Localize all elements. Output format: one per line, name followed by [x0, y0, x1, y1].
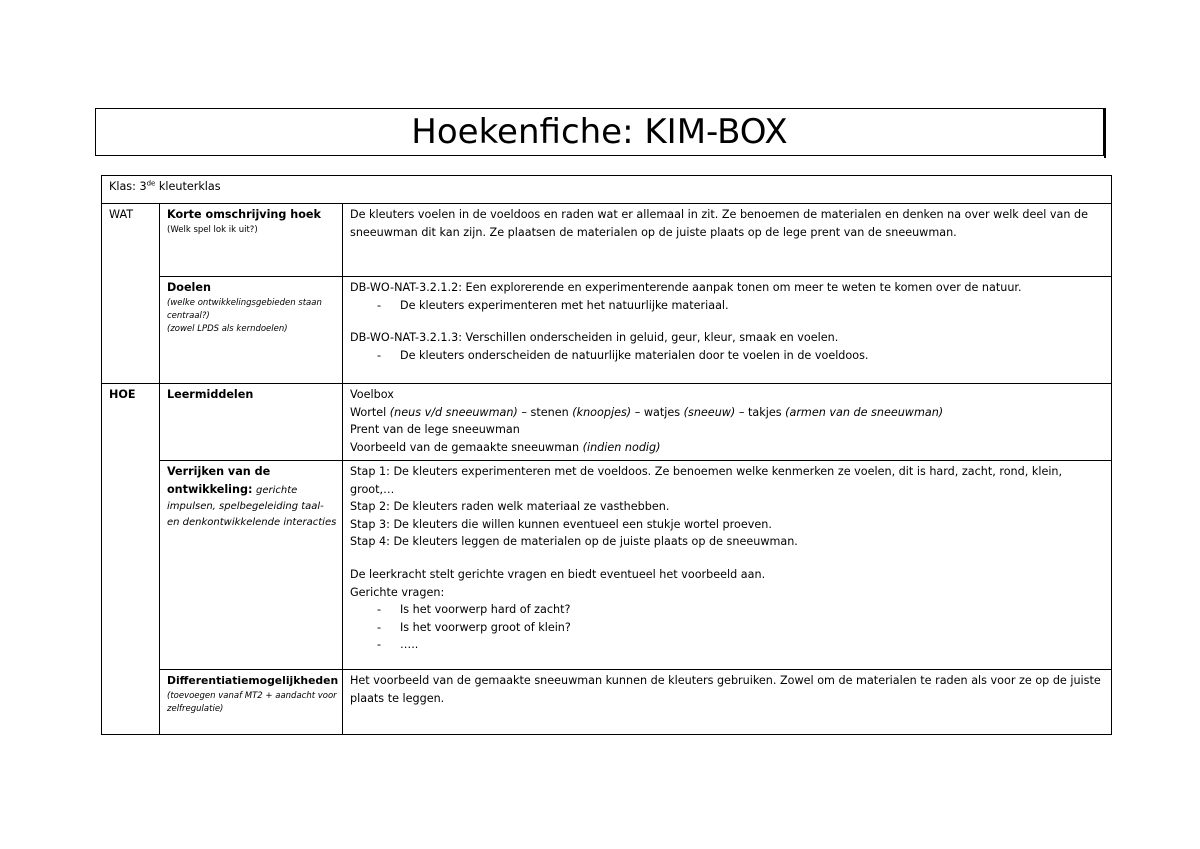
doelen-content [343, 277, 1112, 384]
stap-1: Stap 1: De kleuters experimenteren met de voeldoos. Ze benoemen welke kenmerken ze voelen, dit is hard, zacht, rond, klein, groot,… [350, 465, 1063, 496]
goal-2-bullet: - De kleuters onderscheiden de natuurlijke materialen door te voelen in de voeldoos. [350, 347, 1106, 365]
korte-content: De kleuters voelen in de voeldoos en raden wat er allemaal in zit. Ze benoemen de materialen en denken na over welk deel van de sneeuwman dit kan zijn. Ze plaatsen de materialen op de juiste plaats op de lege prent van de sneeuwman. [343, 204, 1112, 277]
verrijken-row [102, 461, 1112, 670]
doelen-sub1: (welke ontwikkelingsgebieden staan centraal?) [167, 297, 322, 321]
section-hoe: HOE [102, 384, 160, 735]
klas-cell [102, 176, 1112, 204]
leermiddel-2 [350, 404, 1106, 422]
verrijken-label-cell [160, 461, 343, 670]
klas-suffix: kleuterklas [155, 180, 221, 193]
korte-sub: (Welk spel lok ik uit?) [167, 224, 258, 235]
leermiddel-2g: – takjes [735, 405, 786, 419]
korte-label-cell [160, 204, 343, 277]
leermiddelen-row [102, 384, 1112, 461]
vraag-1: - Is het voorwerp hard of zacht? [350, 601, 1106, 619]
leermiddel-2c: – stenen [517, 405, 573, 419]
doelen-sub2: (zowel LPDS als kerndoelen) [167, 323, 288, 334]
vragen-list [350, 601, 1106, 654]
hoekenfiche-table [101, 175, 1112, 735]
leermiddel-4 [350, 439, 1106, 457]
leermiddel-1: Voelbox [350, 388, 394, 401]
goal-2: DB-WO-NAT-3.2.1.3: Verschillen onderscheiden in geluid, geur, kleur, smaak en voelen. [350, 331, 839, 345]
leermiddelen-label: Leermiddelen [160, 384, 343, 461]
verrijken-italic-2: impulsen, spelbegeleiding taal- en denkontwikkelende interacties [167, 501, 337, 529]
vragen-label: Gerichte vragen: [350, 585, 445, 599]
korte-row [102, 204, 1112, 277]
klas-row [102, 176, 1112, 204]
stap-4: Stap 4: De kleuters leggen de materialen op de juiste plaats op de sneeuwman. [350, 535, 798, 549]
differentiatie-sub: (toevoegen vanaf MT2 + aandacht voor zelfregulatie) [167, 690, 337, 714]
leermiddel-4b: (indien nodig) [582, 440, 661, 454]
differentiatie-row [102, 670, 1112, 735]
verrijken-content [343, 461, 1112, 670]
stap-3: Stap 3: De kleuters die willen kunnen eventueel een stukje wortel proeven. [350, 517, 772, 531]
leermiddel-2f: (sneeuw) [683, 405, 736, 419]
vraag-3: - ….. [350, 636, 1106, 654]
vraag-2: - Is het voorwerp groot of klein? [350, 619, 1106, 637]
leermiddel-2d: (knoopjes) [572, 405, 632, 419]
differentiatie-content: Het voorbeeld van de gemaakte sneeuwman kunnen de kleuters gebruiken. Zowel om de materialen te raden als voor ze op de juiste plaats te leggen. [343, 670, 1112, 735]
leerkracht-text: De leerkracht stelt gerichte vragen en biedt eventueel het voorbeeld aan. [350, 567, 766, 581]
goal-1-bullet: - De kleuters experimenteren met het natuurlijke materiaal. [350, 297, 1106, 315]
leermiddel-2h: (armen van de sneeuwman) [785, 405, 944, 419]
doelen-label: Doelen [167, 281, 211, 294]
differentiatie-label: Differentiatiemogelijkheden [167, 674, 339, 687]
leermiddel-2a: Wortel [350, 405, 390, 419]
verrijken-label-1: Verrijken van de [167, 465, 271, 478]
section-wat: WAT [102, 204, 160, 384]
leermiddel-4a: Voorbeeld van de gemaakte sneeuwman [350, 440, 583, 454]
leermiddelen-content [343, 384, 1112, 461]
page-title: Hoekenfiche: KIM-BOX [95, 108, 1104, 156]
klas-prefix: Klas: 3 [109, 180, 147, 193]
doelen-row [102, 277, 1112, 384]
korte-label: Korte omschrijving hoek [167, 208, 321, 221]
leermiddel-2b: (neus v/d sneeuwman) [389, 405, 518, 419]
leermiddel-2e: – watjes [631, 405, 684, 419]
goal-1: DB-WO-NAT-3.2.1.2: Een explorerende en experimenterende aanpak tonen om meer te weten te komen over de natuur. [350, 281, 1022, 294]
doelen-label-cell [160, 277, 343, 384]
klas-sup: de [146, 179, 156, 188]
leermiddel-3: Prent van de lege sneeuwman [350, 423, 520, 437]
differentiatie-label-cell [160, 670, 343, 735]
stap-2: Stap 2: De kleuters raden welk materiaal ze vasthebben. [350, 500, 670, 514]
verrijken-label-2: ontwikkeling: [167, 482, 253, 496]
verrijken-italic-1: gerichte [256, 484, 298, 496]
